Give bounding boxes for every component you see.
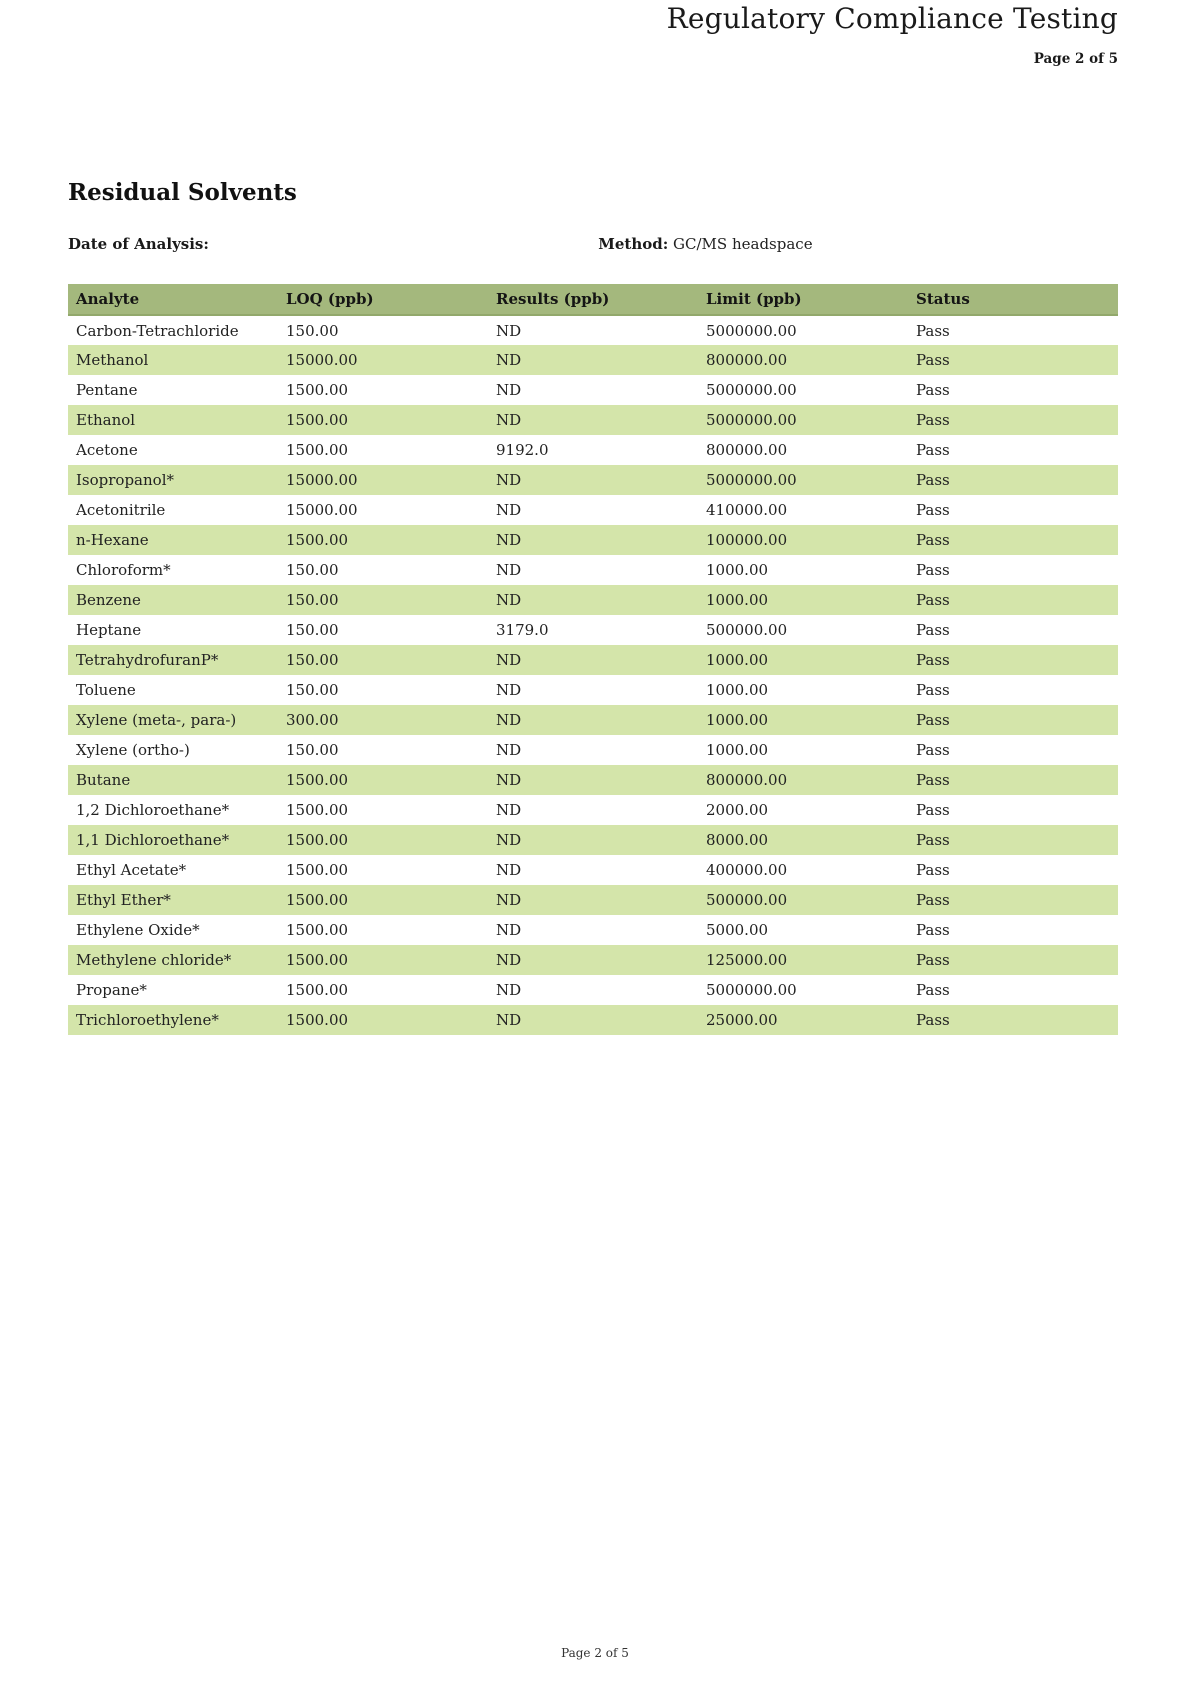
cell-loq: 1500.00 — [286, 981, 349, 999]
cell-loq: 150.00 — [286, 591, 339, 609]
cell-status: Pass — [916, 441, 950, 459]
table-header-row — [68, 284, 1118, 315]
cell-limit: 800000.00 — [706, 441, 788, 459]
cell-analyte: Benzene — [76, 591, 141, 609]
cell-results: ND — [496, 981, 522, 999]
cell-status: Pass — [916, 891, 950, 909]
cell-analyte: Carbon-Tetrachloride — [76, 321, 239, 340]
cell-results: ND — [496, 591, 522, 609]
cell-loq: 1500.00 — [286, 381, 349, 399]
cell-status: Pass — [916, 591, 950, 609]
cell-loq: 1500.00 — [286, 921, 349, 939]
cell-status: Pass — [916, 411, 950, 429]
cell-loq: 1500.00 — [286, 831, 349, 849]
cell-results: ND — [496, 501, 522, 519]
table-row — [68, 375, 1118, 405]
column-header-status: Status — [908, 284, 1118, 315]
cell-status: Pass — [916, 351, 950, 369]
table-row — [68, 885, 1118, 915]
cell-status: Pass — [916, 621, 950, 639]
cell-analyte: Heptane — [76, 621, 142, 639]
table-row — [68, 1005, 1118, 1035]
cell-results: ND — [496, 681, 522, 699]
cell-analyte: n-Hexane — [76, 531, 149, 549]
cell-results: ND — [496, 471, 522, 489]
cell-results: ND — [496, 531, 522, 549]
cell-results: ND — [496, 711, 522, 729]
table-row — [68, 795, 1118, 825]
cell-limit: 5000000.00 — [706, 471, 797, 489]
table-row — [68, 615, 1118, 645]
cell-analyte: Propane* — [76, 981, 147, 999]
cell-analyte: Toluene — [76, 681, 136, 699]
cell-loq: 1500.00 — [286, 441, 349, 459]
cell-status: Pass — [916, 831, 950, 849]
cell-limit: 5000000.00 — [706, 411, 797, 429]
cell-limit: 1000.00 — [706, 711, 769, 729]
cell-loq: 150.00 — [286, 681, 339, 699]
cell-analyte: 1,1 Dichloroethane* — [76, 831, 230, 849]
cell-loq: 1500.00 — [286, 411, 349, 429]
cell-analyte: Ethyl Ether* — [76, 891, 171, 909]
cell-status: Pass — [916, 501, 950, 519]
cell-results: ND — [496, 921, 522, 939]
cell-results: ND — [496, 741, 522, 759]
table-row — [68, 705, 1118, 735]
cell-limit: 400000.00 — [706, 861, 788, 879]
results-table-body — [68, 315, 1118, 1035]
cell-results: ND — [496, 1011, 522, 1029]
cell-analyte: Ethanol — [76, 411, 136, 429]
table-row — [68, 915, 1118, 945]
table-row — [68, 495, 1118, 525]
table-row — [68, 405, 1118, 435]
cell-results: ND — [496, 561, 522, 579]
cell-results: ND — [496, 381, 522, 399]
cell-analyte: Methanol — [76, 351, 149, 369]
table-row — [68, 315, 1118, 345]
cell-analyte: Chloroform* — [76, 561, 171, 579]
cell-limit: 5000000.00 — [706, 321, 797, 340]
cell-status: Pass — [916, 951, 950, 969]
table-row — [68, 555, 1118, 585]
method-label: Method: — [598, 235, 669, 253]
cell-limit: 500000.00 — [706, 621, 788, 639]
method-value: GC/MS headspace — [673, 235, 813, 253]
cell-loq: 15000.00 — [286, 471, 358, 489]
cell-analyte: Butane — [76, 771, 131, 789]
cell-analyte: Acetonitrile — [76, 501, 166, 519]
cell-status: Pass — [916, 561, 950, 579]
page-footer: Page 2 of 5 — [561, 1646, 629, 1660]
cell-analyte: 1,2 Dichloroethane* — [76, 801, 230, 819]
cell-results: ND — [496, 771, 522, 789]
cell-status: Pass — [916, 381, 950, 399]
table-row — [68, 465, 1118, 495]
cell-limit: 1000.00 — [706, 561, 769, 579]
cell-loq: 1500.00 — [286, 861, 349, 879]
cell-status: Pass — [916, 921, 950, 939]
table-row — [68, 825, 1118, 855]
cell-loq: 150.00 — [286, 621, 339, 639]
cell-loq: 1500.00 — [286, 771, 349, 789]
cell-results: 3179.0 — [496, 621, 549, 639]
cell-loq: 150.00 — [286, 741, 339, 759]
table-row — [68, 525, 1118, 555]
table-row — [68, 645, 1118, 675]
cell-limit: 5000000.00 — [706, 381, 797, 399]
cell-loq: 1500.00 — [286, 1011, 349, 1029]
column-header-analyte: Analyte — [68, 284, 278, 315]
cell-loq: 1500.00 — [286, 951, 349, 969]
table-row — [68, 735, 1118, 765]
cell-results: ND — [496, 891, 522, 909]
method — [598, 234, 812, 254]
cell-loq: 1500.00 — [286, 801, 349, 819]
cell-status: Pass — [916, 471, 950, 489]
cell-loq: 15000.00 — [286, 351, 358, 369]
section-heading: Residual Solvents — [68, 179, 297, 206]
table-row — [68, 765, 1118, 795]
cell-analyte: Isopropanol* — [76, 471, 174, 489]
cell-status: Pass — [916, 801, 950, 819]
table-row — [68, 945, 1118, 975]
cell-limit: 800000.00 — [706, 771, 788, 789]
residual-solvents-table — [68, 284, 1118, 1035]
cell-analyte: Ethylene Oxide* — [76, 921, 200, 939]
column-header-results: Results (ppb) — [488, 284, 698, 315]
cell-status: Pass — [916, 861, 950, 879]
cell-limit: 800000.00 — [706, 351, 788, 369]
cell-status: Pass — [916, 711, 950, 729]
cell-limit: 5000000.00 — [706, 981, 797, 999]
cell-status: Pass — [916, 531, 950, 549]
cell-analyte: Methylene chloride* — [76, 951, 232, 969]
cell-limit: 1000.00 — [706, 591, 769, 609]
cell-loq: 150.00 — [286, 321, 339, 340]
table-header — [68, 284, 1118, 315]
cell-results: ND — [496, 321, 522, 340]
cell-loq: 1500.00 — [286, 531, 349, 549]
cell-results: 9192.0 — [496, 441, 549, 459]
column-header-loq: LOQ (ppb) — [278, 284, 488, 315]
cell-analyte: Xylene (ortho-) — [76, 741, 190, 759]
cell-limit: 500000.00 — [706, 891, 788, 909]
cell-limit: 2000.00 — [706, 801, 769, 819]
cell-results: ND — [496, 351, 522, 369]
cell-results: ND — [496, 801, 522, 819]
table-row — [68, 855, 1118, 885]
cell-results: ND — [496, 651, 522, 669]
table-row — [68, 435, 1118, 465]
cell-loq: 1500.00 — [286, 891, 349, 909]
document-title: Regulatory Compliance Testing — [666, 2, 1118, 35]
cell-analyte: Pentane — [76, 381, 138, 399]
table-row — [68, 975, 1118, 1005]
cell-results: ND — [496, 831, 522, 849]
cell-loq: 150.00 — [286, 651, 339, 669]
cell-loq: 15000.00 — [286, 501, 358, 519]
cell-limit: 125000.00 — [706, 951, 788, 969]
cell-loq: 300.00 — [286, 711, 339, 729]
cell-analyte: Xylene (meta-, para-) — [76, 711, 237, 729]
date-of-analysis — [68, 234, 209, 254]
cell-status: Pass — [916, 771, 950, 789]
cell-limit: 25000.00 — [706, 1011, 778, 1029]
cell-loq: 150.00 — [286, 561, 339, 579]
table-row — [68, 345, 1118, 375]
cell-limit: 5000.00 — [706, 921, 769, 939]
cell-limit: 1000.00 — [706, 741, 769, 759]
cell-limit: 1000.00 — [706, 651, 769, 669]
cell-status: Pass — [916, 651, 950, 669]
cell-limit: 100000.00 — [706, 531, 788, 549]
page-indicator-top: Page 2 of 5 — [1033, 51, 1118, 67]
cell-limit: 410000.00 — [706, 501, 788, 519]
cell-limit: 8000.00 — [706, 831, 769, 849]
cell-analyte: Ethyl Acetate* — [76, 861, 187, 879]
table-row — [68, 675, 1118, 705]
cell-status: Pass — [916, 981, 950, 999]
cell-results: ND — [496, 411, 522, 429]
analysis-meta-row — [68, 234, 1118, 254]
table-row — [68, 585, 1118, 615]
date-of-analysis-label: Date of Analysis: — [68, 235, 209, 253]
cell-results: ND — [496, 861, 522, 879]
cell-analyte: Trichloroethylene* — [76, 1011, 219, 1029]
cell-status: Pass — [916, 681, 950, 699]
cell-limit: 1000.00 — [706, 681, 769, 699]
column-header-limit: Limit (ppb) — [698, 284, 908, 315]
cell-status: Pass — [916, 741, 950, 759]
cell-results: ND — [496, 951, 522, 969]
cell-status: Pass — [916, 321, 950, 340]
cell-analyte: TetrahydrofuranP* — [76, 651, 219, 669]
cell-status: Pass — [916, 1011, 950, 1029]
cell-analyte: Acetone — [76, 441, 138, 459]
